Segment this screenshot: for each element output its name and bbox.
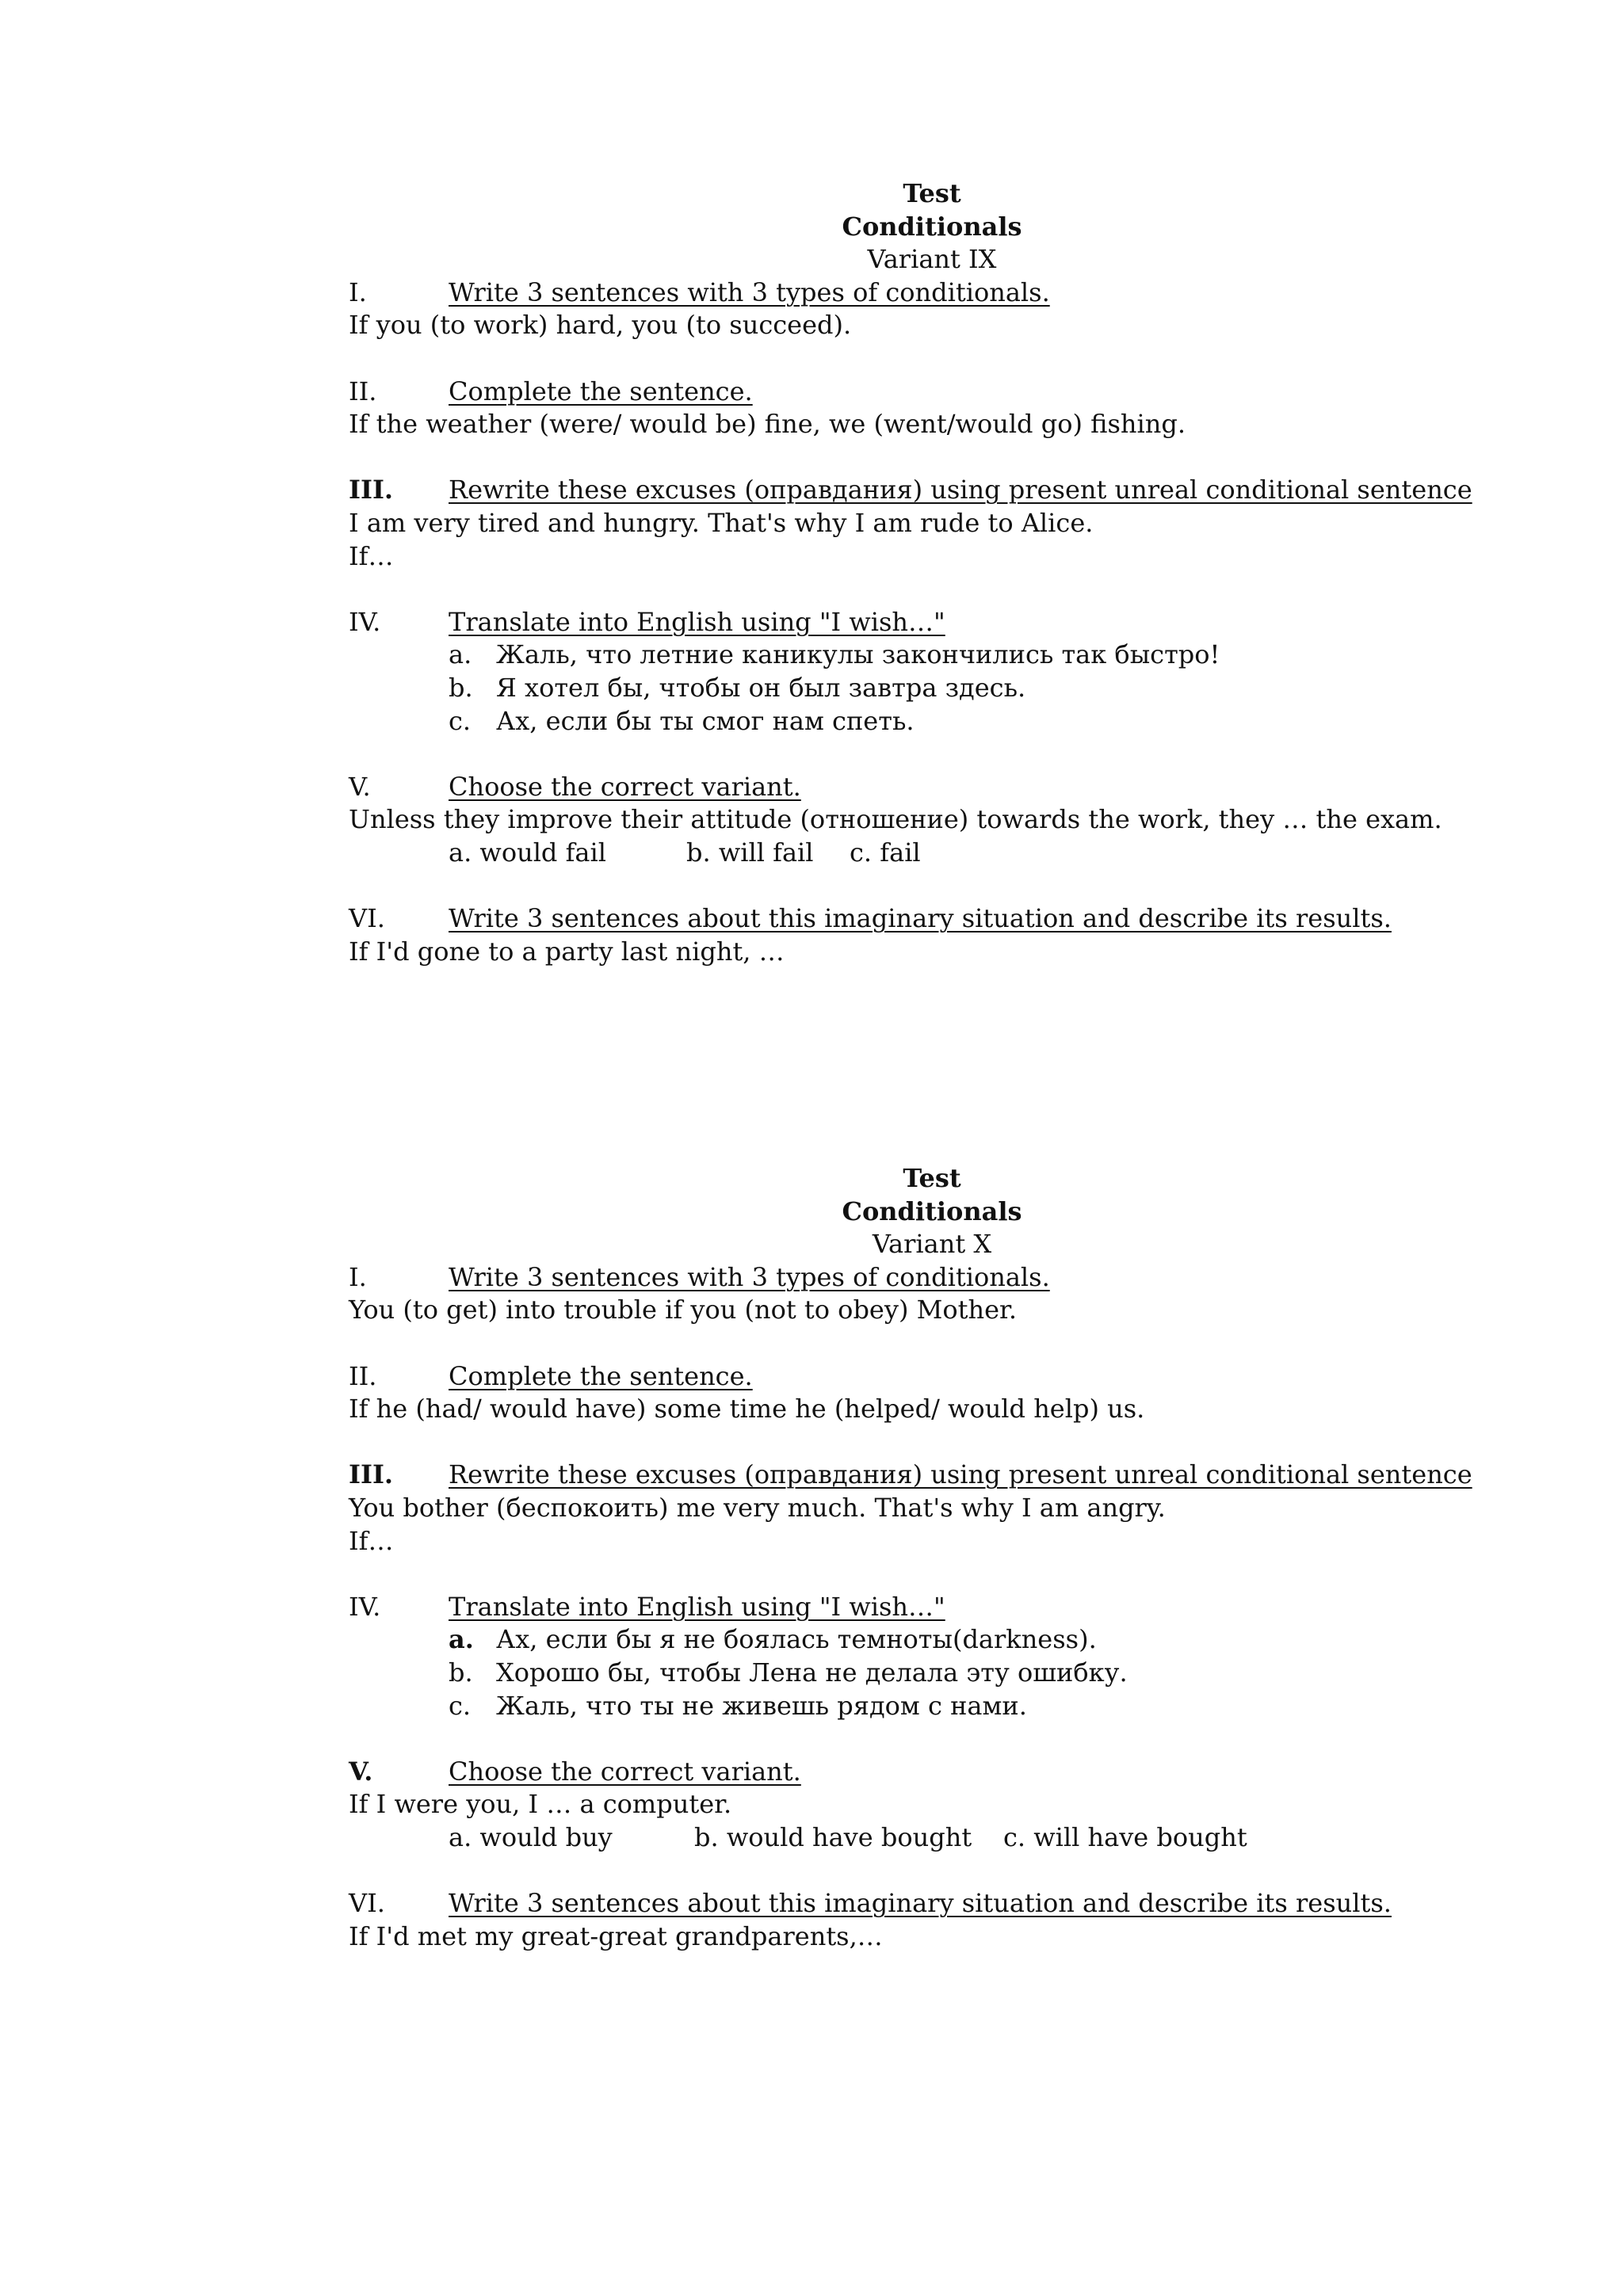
section-instruction: Translate into English using "I wish…" <box>449 606 945 637</box>
section-number: VI. <box>349 903 385 934</box>
section-6-header <box>349 902 1458 936</box>
section-prompt: If… <box>349 1525 394 1556</box>
section-1-header <box>349 277 1458 310</box>
option-b: b. would have bought <box>694 1821 972 1852</box>
list-item <box>349 1657 1458 1690</box>
item-text: Ах, если бы ты смог нам спеть. <box>496 705 915 736</box>
section-3-header <box>349 474 1472 507</box>
section-text: If I were you, I … a computer. <box>349 1789 732 1820</box>
list-item <box>349 672 1458 705</box>
section-number: I. <box>349 1261 367 1292</box>
section-instruction: Choose the correct variant. <box>449 771 801 802</box>
section-instruction: Translate into English using "I wish…" <box>449 1591 945 1622</box>
section-number: I. <box>349 277 367 307</box>
item-letter: a. <box>449 639 472 670</box>
test-subtitle: Conditionals <box>842 211 1022 242</box>
list-item <box>349 1623 1458 1657</box>
section-instruction: Rewrite these excuses (оправдания) using present unreal conditional sentence <box>449 1459 1472 1490</box>
section-5-header <box>349 1756 1458 1789</box>
item-text: Ах, если бы я не боялась темноты(darkness). <box>496 1624 1097 1655</box>
section-number: V. <box>349 771 371 802</box>
section-2-header <box>349 1360 1458 1394</box>
section-text: If the weather (were/ would be) fine, we (went/would go) fishing. <box>349 409 1186 440</box>
list-item <box>349 705 1458 738</box>
section-number: III. <box>349 1459 394 1490</box>
option-b: b. will fail <box>686 837 814 868</box>
section-number: IV. <box>349 606 381 637</box>
test-title: Test <box>903 178 961 208</box>
section-text: If he (had/ would have) some time he (helped/ would help) us. <box>349 1394 1145 1425</box>
item-letter: a. <box>449 1624 474 1655</box>
section-6-header <box>349 1887 1458 1920</box>
section-text: You (to get) into trouble if you (not to obey) Mother. <box>349 1295 1017 1325</box>
test-subtitle: Conditionals <box>842 1196 1022 1226</box>
option-c: c. will have bought <box>1003 1821 1247 1852</box>
section-text: If I'd met my great-great grandparents,… <box>349 1920 883 1951</box>
item-letter: b. <box>449 1657 473 1688</box>
item-text: Жаль, что летние каникулы закончились так быстро! <box>496 639 1220 670</box>
item-letter: c. <box>449 1690 472 1721</box>
section-number: V. <box>349 1756 373 1787</box>
item-text: Жаль, что ты не живешь рядом с нами. <box>496 1690 1027 1721</box>
section-instruction: Choose the correct variant. <box>449 1756 801 1787</box>
section-instruction: Write 3 sentences about this imaginary situation and describe its results. <box>449 1888 1392 1919</box>
section-instruction: Rewrite these excuses (оправдания) using present unreal conditional sentence <box>449 475 1472 505</box>
section-text: Unless they improve their attitude (отношение) towards the work, they … the exam. <box>349 804 1442 835</box>
test-variant-ix <box>349 177 1472 968</box>
answer-options <box>349 837 1458 870</box>
item-text: Хорошо бы, чтобы Лена не делала эту ошибку. <box>496 1657 1128 1688</box>
item-text: Я хотел бы, чтобы он был завтра здесь. <box>496 672 1026 703</box>
section-instruction: Complete the sentence. <box>449 1360 753 1391</box>
item-letter: b. <box>449 672 473 703</box>
list-item <box>349 1690 1458 1723</box>
section-number: III. <box>349 475 394 505</box>
section-4-header <box>349 1591 1458 1624</box>
section-text: You bother (беспокоить) me very much. That's why I am angry. <box>349 1492 1166 1523</box>
list-item <box>349 639 1458 672</box>
section-number: IV. <box>349 1591 381 1622</box>
section-text: If you (to work) hard, you (to succeed). <box>349 310 852 341</box>
section-number: VI. <box>349 1888 385 1919</box>
section-1-header <box>349 1261 1458 1295</box>
test-title: Test <box>903 1163 961 1193</box>
answer-options <box>349 1821 1458 1855</box>
option-a: a. would fail <box>449 837 606 868</box>
test-variant: Variant IX <box>867 244 997 275</box>
section-instruction: Write 3 sentences about this imaginary situation and describe its results. <box>449 903 1392 934</box>
section-instruction: Write 3 sentences with 3 types of conditionals. <box>449 277 1050 307</box>
section-5-header <box>349 771 1458 804</box>
option-c: c. fail <box>850 837 921 868</box>
option-a: a. would buy <box>449 1821 613 1852</box>
section-instruction: Write 3 sentences with 3 types of conditionals. <box>449 1261 1050 1292</box>
section-instruction: Complete the sentence. <box>449 376 753 406</box>
section-text: If I'd gone to a party last night, … <box>349 936 785 967</box>
section-4-header <box>349 606 1458 639</box>
section-number: II. <box>349 376 377 406</box>
test-variant-x <box>349 1162 1472 1953</box>
section-number: II. <box>349 1360 377 1391</box>
test-variant: Variant X <box>872 1229 992 1260</box>
section-text: I am very tired and hungry. That's why I am rude to Alice. <box>349 507 1094 538</box>
section-3-header <box>349 1459 1472 1492</box>
section-prompt: If… <box>349 540 394 571</box>
item-letter: c. <box>449 705 472 736</box>
section-2-header <box>349 376 1458 409</box>
